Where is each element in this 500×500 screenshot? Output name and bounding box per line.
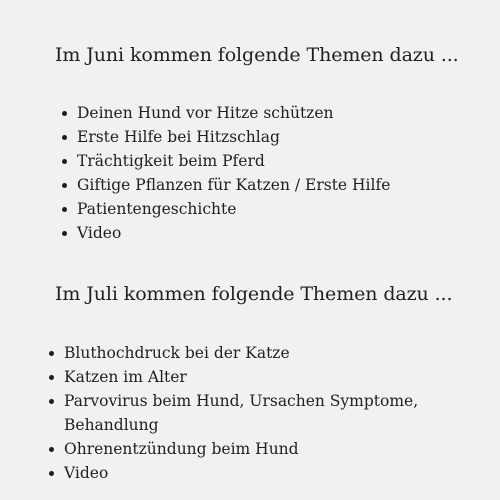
july-topic-item bbox=[49, 341, 429, 365]
july-topic-item bbox=[49, 365, 429, 389]
july-topic-item bbox=[49, 437, 429, 461]
bullet-icon bbox=[62, 231, 67, 236]
bullet-icon bbox=[49, 471, 54, 476]
june-topic-label: Deinen Hund vor Hitze schützen bbox=[77, 104, 334, 122]
july-topic-list bbox=[49, 341, 429, 485]
bullet-icon bbox=[62, 183, 67, 188]
june-topic-item bbox=[62, 197, 482, 221]
june-heading: Im Juni kommen folgende Themen dazu ... bbox=[55, 44, 459, 66]
bullet-icon bbox=[49, 375, 54, 380]
july-topic-label: Ohrenentzündung beim Hund bbox=[64, 440, 299, 458]
july-topic-label: Katzen im Alter bbox=[64, 368, 187, 386]
june-topic-item bbox=[62, 173, 482, 197]
june-topic-item bbox=[62, 221, 482, 245]
july-topic-label: Parvovirus beim Hund, Ursachen Symptome, Behandlung bbox=[64, 392, 419, 434]
june-topic-label: Trächtigkeit beim Pferd bbox=[77, 152, 265, 170]
june-topic-label: Erste Hilfe bei Hitzschlag bbox=[77, 128, 280, 146]
june-topic-item bbox=[62, 125, 482, 149]
bullet-icon bbox=[62, 135, 67, 140]
bullet-icon bbox=[62, 111, 67, 116]
bullet-icon bbox=[49, 351, 54, 356]
bullet-icon bbox=[62, 207, 67, 212]
july-topic-item bbox=[49, 461, 429, 485]
july-heading: Im Juli kommen folgende Themen dazu ... bbox=[55, 283, 453, 305]
bullet-icon bbox=[49, 399, 54, 404]
june-topic-list bbox=[62, 101, 482, 245]
june-topic-label: Video bbox=[77, 224, 122, 242]
bullet-icon bbox=[49, 447, 54, 452]
june-topic-item bbox=[62, 101, 482, 125]
july-topic-label: Bluthochdruck bei der Katze bbox=[64, 344, 290, 362]
july-topic-label: Video bbox=[64, 464, 109, 482]
bullet-icon bbox=[62, 159, 67, 164]
june-topic-item bbox=[62, 149, 482, 173]
june-topic-label: Patientengeschichte bbox=[77, 200, 237, 218]
june-topic-label: Giftige Pflanzen für Katzen / Erste Hilfe bbox=[77, 176, 391, 194]
july-topic-item bbox=[49, 389, 429, 437]
